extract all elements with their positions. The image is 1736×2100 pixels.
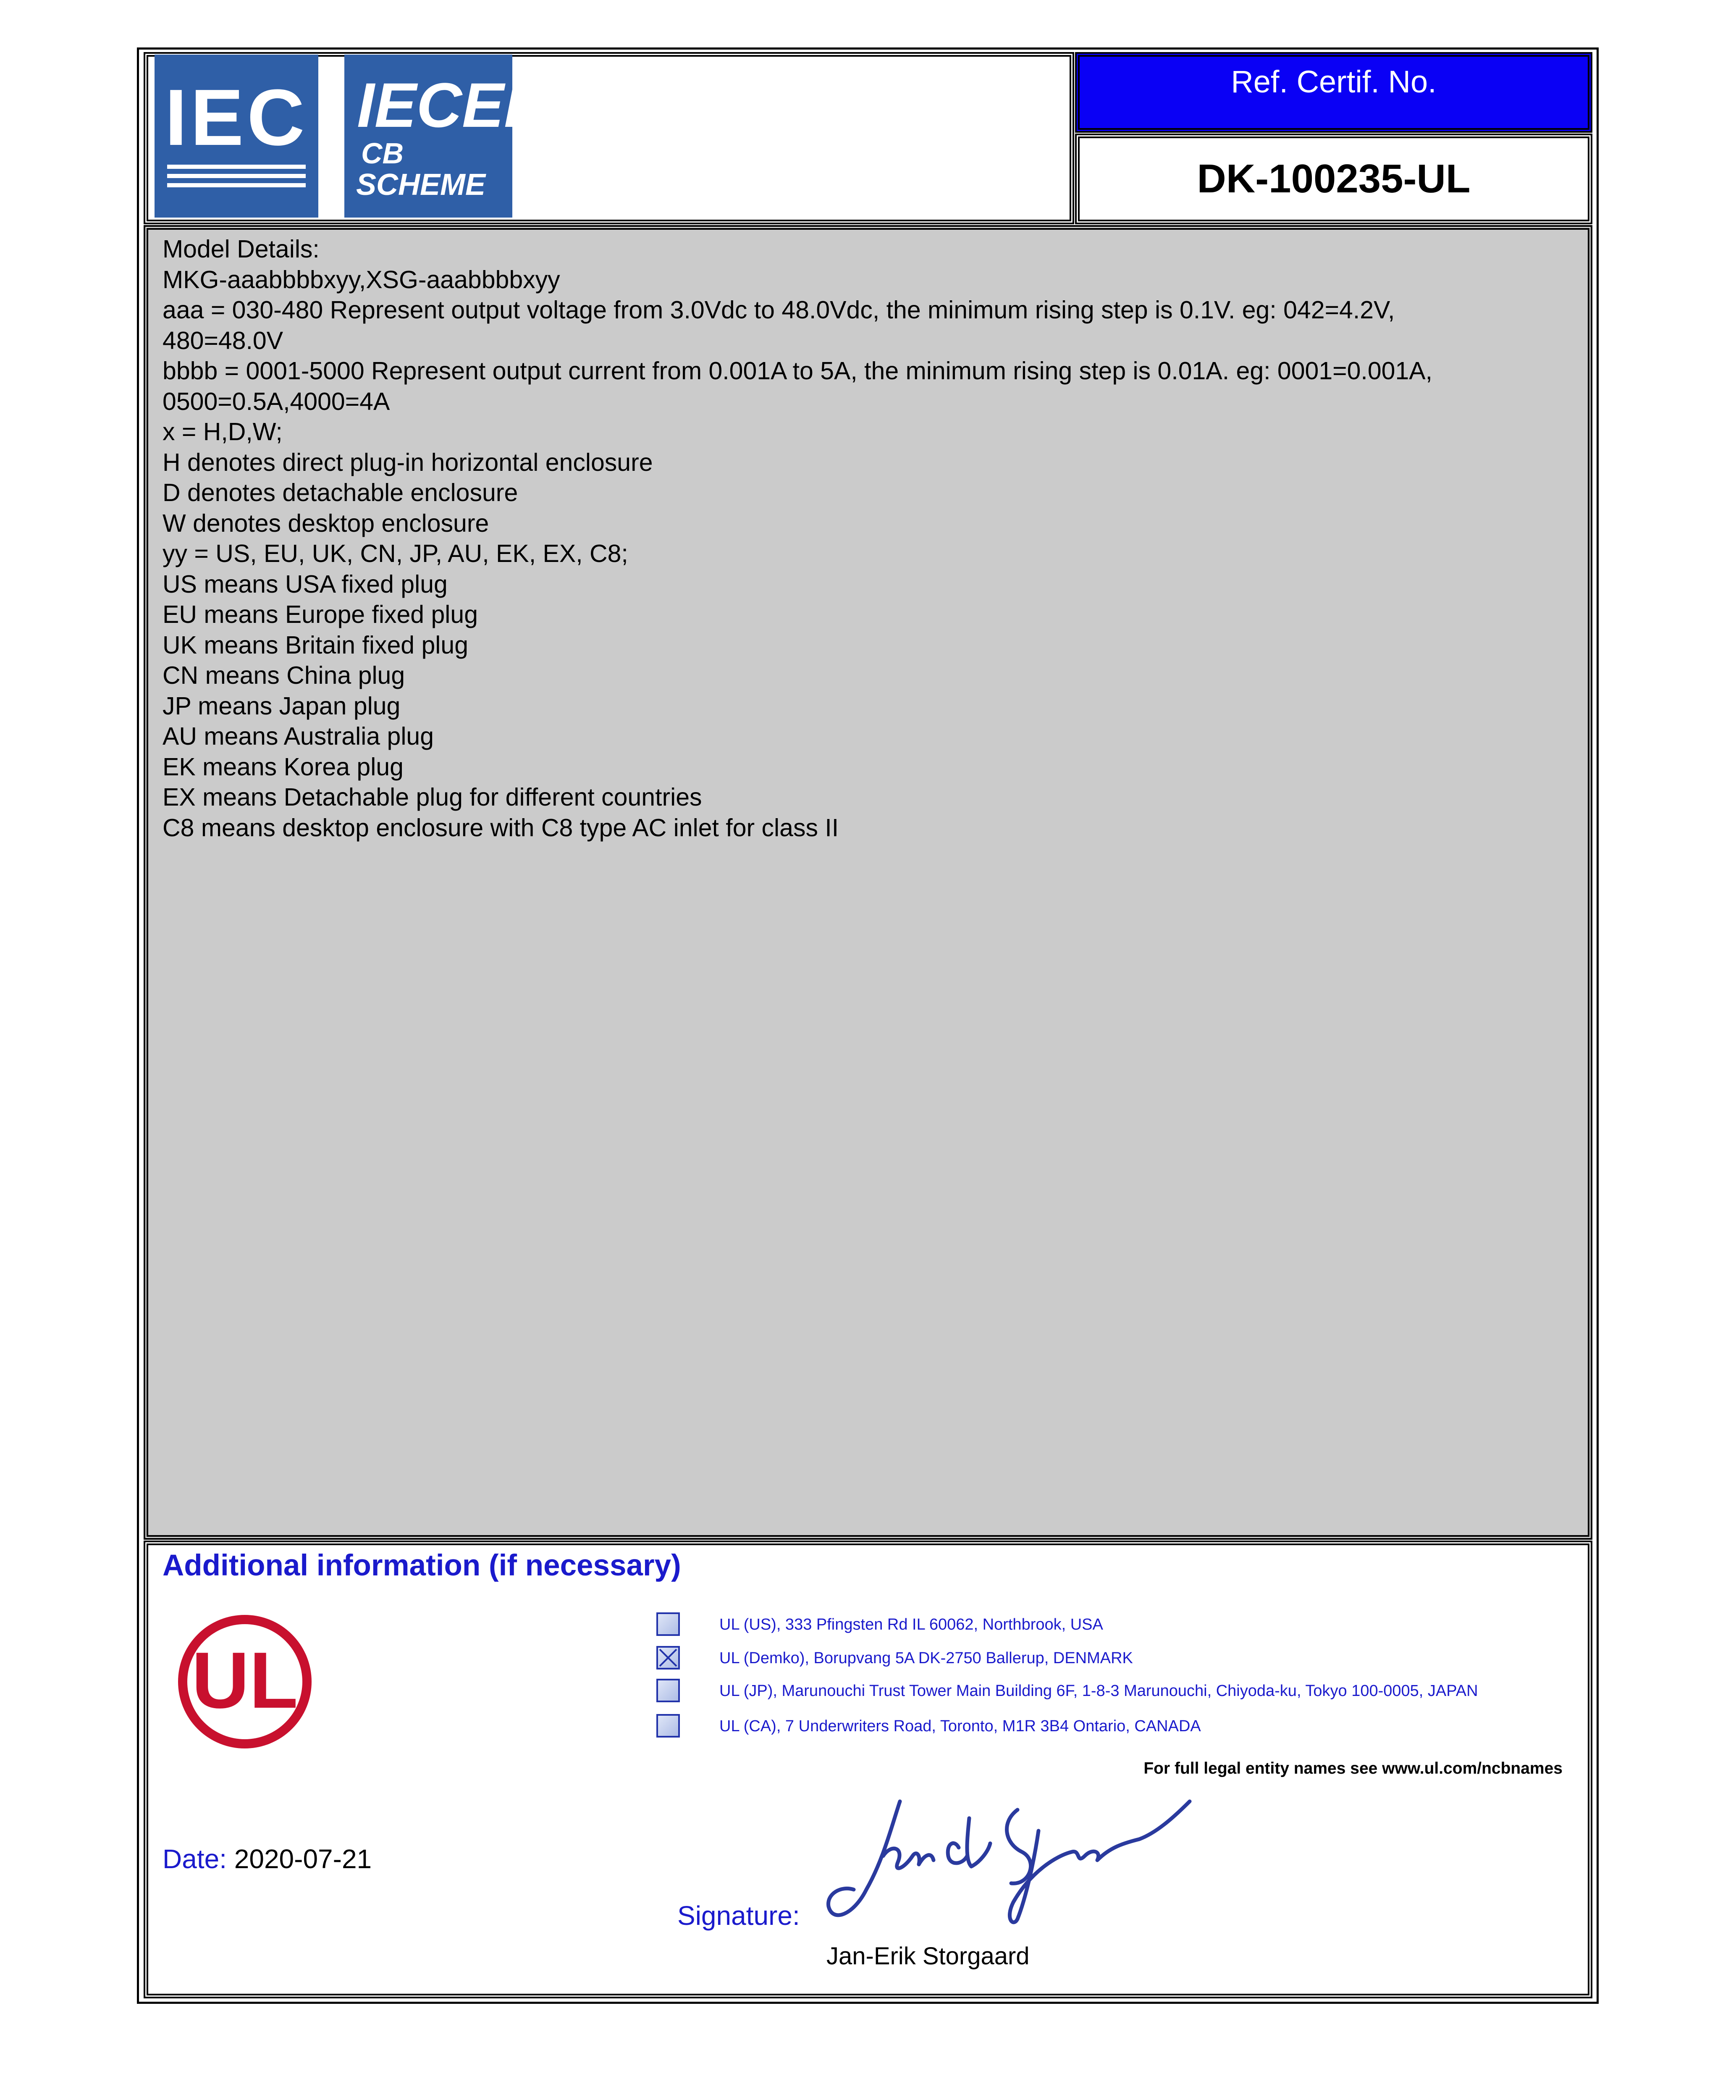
model-detail-line: US means USA fixed plug bbox=[163, 570, 448, 598]
date-label: Date: bbox=[163, 1844, 227, 1874]
checkbox-icon bbox=[656, 1612, 680, 1636]
date-row bbox=[163, 1843, 372, 1874]
ul-office-address: UL (Demko), Borupvang 5A DK-2750 Ballerup, DENMARK bbox=[719, 1649, 1133, 1667]
iec-logo-lines bbox=[167, 165, 306, 192]
model-details-text bbox=[163, 234, 1578, 843]
model-detail-line: W denotes desktop enclosure bbox=[163, 509, 489, 537]
full-legal-note: For full legal entity names see www.ul.com/ncbnames bbox=[1143, 1759, 1563, 1777]
model-detail-line: CN means China plug bbox=[163, 662, 405, 689]
ref-certif-label-cell bbox=[1075, 52, 1592, 133]
additional-info-box bbox=[144, 1541, 1592, 1998]
signature-label: Signature: bbox=[677, 1900, 800, 1931]
checked-box-icon bbox=[656, 1646, 680, 1670]
model-detail-line: yy = US, EU, UK, CN, JP, AU, EK, EX, C8; bbox=[163, 540, 628, 567]
signer-name: Jan-Erik Storgaard bbox=[826, 1942, 1030, 1970]
iecee-logo-cb: CB bbox=[361, 137, 404, 170]
model-detail-line: bbbb = 0001-5000 Represent output current from 0.001A to 5A, the minimum rising step is 0.01A. eg: 0001=0.001A, bbox=[163, 357, 1433, 385]
iecee-logo-title: IECEE bbox=[357, 70, 546, 140]
model-detail-line: 0500=0.5A,4000=4A bbox=[163, 387, 390, 415]
handwritten-signature bbox=[820, 1793, 1257, 1932]
checkbox-icon bbox=[656, 1679, 680, 1702]
ul-office-address: UL (CA), 7 Underwriters Road, Toronto, M1R 3B4 Ontario, CANADA bbox=[719, 1717, 1201, 1735]
model-detail-line: x = H,D,W; bbox=[163, 418, 283, 446]
model-detail-line: EK means Korea plug bbox=[163, 753, 404, 781]
model-detail-line: H denotes direct plug-in horizontal enclosure bbox=[163, 448, 653, 476]
iecee-logo-scheme: SCHEME bbox=[356, 168, 486, 202]
model-detail-line: JP means Japan plug bbox=[163, 692, 401, 720]
ul-office-address: UL (US), 333 Pfingsten Rd IL 60062, Northbrook, USA bbox=[719, 1616, 1103, 1633]
model-detail-line: C8 means desktop enclosure with C8 type AC inlet for class II bbox=[163, 814, 839, 842]
additional-info-title: Additional information (if necessary) bbox=[163, 1549, 681, 1582]
model-detail-line: 480=48.0V bbox=[163, 326, 283, 354]
model-detail-line: MKG-aaabbbbxyy,XSG-aaabbbbxyy bbox=[163, 265, 560, 294]
model-detail-line: UK means Britain fixed plug bbox=[163, 631, 469, 659]
iecee-cb-logo bbox=[344, 55, 546, 218]
ul-office-address: UL (JP), Marunouchi Trust Tower Main Building 6F, 1-8-3 Marunouchi, Chiyoda-ku, Tokyo 100-0005, JAPAN bbox=[719, 1682, 1478, 1700]
ul-logo-text: UL bbox=[191, 1636, 298, 1725]
cert-number: DK-100235-UL bbox=[1197, 156, 1471, 201]
model-detail-line: EX means Detachable plug for different countries bbox=[163, 783, 702, 811]
model-detail-line: Model Details: bbox=[163, 235, 320, 263]
ul-logo bbox=[173, 1610, 316, 1755]
date-value: 2020-07-21 bbox=[234, 1844, 372, 1874]
model-detail-line: EU means Europe fixed plug bbox=[163, 601, 478, 628]
model-details-box bbox=[144, 225, 1592, 1540]
model-detail-line: AU means Australia plug bbox=[163, 722, 434, 750]
iec-logo-text: IEC bbox=[165, 73, 308, 162]
model-detail-line: D denotes detachable enclosure bbox=[163, 479, 518, 507]
checkbox-icon bbox=[656, 1714, 680, 1738]
cert-number-cell bbox=[1075, 134, 1592, 224]
model-detail-line: aaa = 030-480 Represent output voltage from 3.0Vdc to 48.0Vdc, the minimum rising step is 0.1V. eg: 042=4.2V, bbox=[163, 296, 1395, 324]
ref-certif-label: Ref. Certif. No. bbox=[1231, 64, 1437, 99]
iec-logo bbox=[155, 55, 318, 218]
